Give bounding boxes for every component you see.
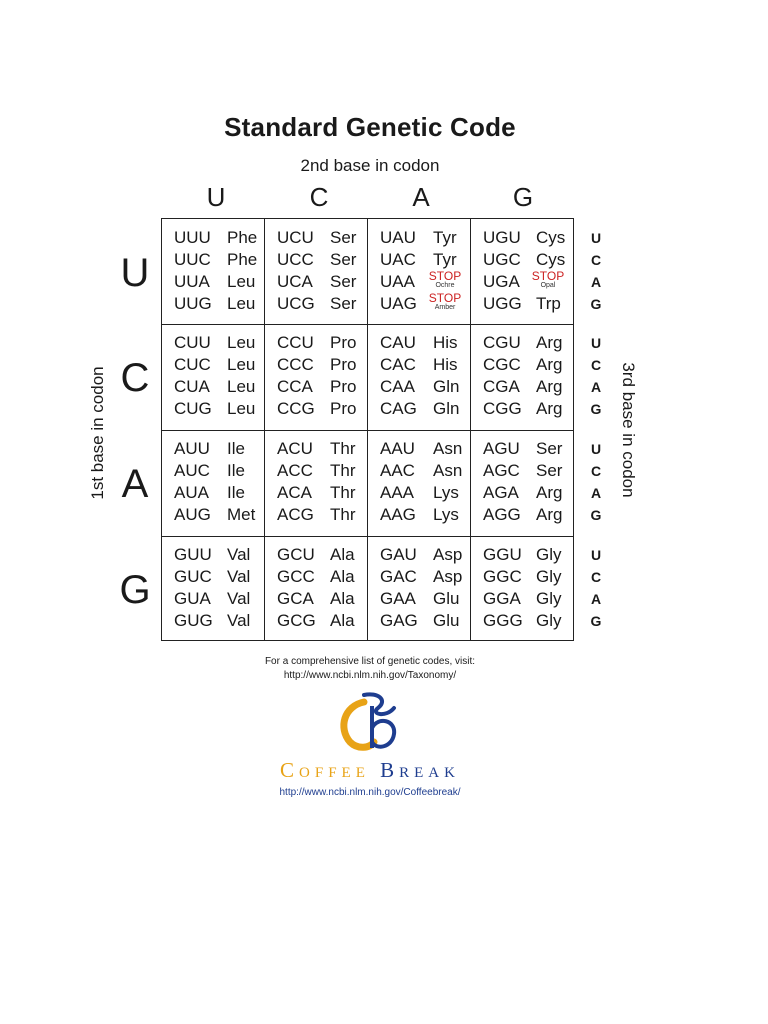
amino-acid: Ile [227,483,245,502]
codon: GGC [483,567,522,586]
codon-row [277,271,377,293]
coffee-break-logo-icon [334,692,410,754]
amino-acid: Met [227,505,256,524]
codon-cell [174,438,274,526]
codon-row [483,227,583,249]
amino-acid: Pro [330,355,357,374]
codon-row [174,398,274,420]
amino-acid: Phe [227,250,258,269]
codon-row [277,566,377,588]
amino-acid: Tyr [433,250,457,269]
stop-codon-label [528,270,568,290]
amino-acid: Asn [433,461,463,480]
amino-acid: Val [227,611,251,630]
third-base-letter: A [590,379,602,395]
codon-row [380,504,480,526]
amino-acid: Ser [536,439,563,458]
codon-row [380,566,480,588]
codon: CAA [380,377,415,396]
codon: AGA [483,483,519,502]
coffeebreak-url[interactable]: http://www.ncbi.nlm.nih.gov/Coffeebreak/ [279,787,461,798]
codon-cell [483,227,583,315]
codon: GUC [174,567,212,586]
amino-acid: Ser [536,461,563,480]
codon: CGG [483,399,522,418]
codon-row [380,376,480,398]
codon: CCA [277,377,313,396]
codon-cell [174,332,274,420]
codon-row [483,482,583,504]
codon: CCC [277,355,314,374]
codon: UGC [483,250,521,269]
codon-cell [380,544,480,632]
codon-cell [483,438,583,526]
codon: AUU [174,439,210,458]
codon-row [174,376,274,398]
codon: CCG [277,399,315,418]
codon-row [277,482,377,504]
amino-acid: Thr [330,461,356,480]
amino-acid: Thr [330,483,356,502]
codon-cell [277,332,377,420]
codon: AAA [380,483,415,502]
codon: UCG [277,294,315,313]
codon: GCG [277,611,316,630]
codon-row [174,293,274,315]
amino-acid: Phe [227,228,258,247]
codon: AGG [483,505,521,524]
codon: CGU [483,333,521,352]
codon-row [174,354,274,376]
codon-row [174,249,274,271]
third-base-letter: G [590,296,602,312]
amino-acid: Gly [536,567,562,586]
third-base-letter: U [590,230,602,246]
amino-acid: Ala [330,567,355,586]
codon: ACC [277,461,313,480]
amino-acid: Pro [330,377,357,396]
third-base-letter: A [590,274,602,290]
amino-acid: Trp [536,294,561,313]
codon-row [174,544,274,566]
codon-row [483,588,583,610]
third-base-letter: A [590,591,602,607]
codon-row [483,438,583,460]
codon: ACA [277,483,312,502]
codon-row [277,610,377,632]
codon-row [380,293,480,315]
codon-cell [380,438,480,526]
amino-acid: Gln [433,377,460,396]
codon: GAC [380,567,417,586]
codon: CUC [174,355,211,374]
coffee-break-brand [0,758,740,783]
codon: GCC [277,567,315,586]
codon: GGA [483,589,521,608]
codon-cell [380,227,480,315]
codon: CAG [380,399,417,418]
second-base-u: U [206,182,226,212]
first-base-axis-label: 1st base in codon [88,366,107,500]
codon-row [483,332,583,354]
amino-acid: Asp [433,545,463,564]
codon: UGU [483,228,521,247]
second-base-c: C [309,182,329,212]
codon-cell [174,544,274,632]
grid-divider [162,536,573,537]
amino-acid: Leu [227,399,256,418]
codon-cell [277,227,377,315]
third-base-letter: U [590,335,602,351]
stop-word: STOP [428,291,462,305]
third-base-letter: C [590,252,602,268]
stop-word: STOP [428,269,462,283]
codon-row [277,332,377,354]
codon-row [174,271,274,293]
third-base-axis-label: 3rd base in codon [619,362,638,498]
codon: UGA [483,272,520,291]
amino-acid: His [433,355,458,374]
amino-acid: Pro [330,399,357,418]
codon-row [380,610,480,632]
amino-acid: Leu [227,333,256,352]
third-base-letter: G [590,613,602,629]
codon: CUA [174,377,210,396]
codon-row [277,398,377,420]
codon: GAA [380,589,416,608]
codon: GGG [483,611,523,630]
codon: UAU [380,228,416,247]
third-base-letter: U [590,547,602,563]
codon: UUU [174,228,211,247]
codon-row [174,460,274,482]
codon: AUC [174,461,210,480]
third-base-letter: C [590,357,602,373]
amino-acid: Ile [227,461,245,480]
codon-row [174,610,274,632]
codon-row [174,504,274,526]
codon-row [277,588,377,610]
codon-row [483,354,583,376]
codon: UUC [174,250,211,269]
codon: UAC [380,250,416,269]
codon: CGC [483,355,521,374]
codon: GGU [483,545,522,564]
amino-acid: Arg [536,377,563,396]
second-base-g: G [512,182,534,212]
codon-row [277,249,377,271]
codon-row [277,354,377,376]
codon-cell [380,332,480,420]
codon: ACG [277,505,314,524]
amino-acid: Arg [536,483,563,502]
codon-row [380,588,480,610]
amino-acid: Tyr [433,228,457,247]
codon-row [380,249,480,271]
amino-acid: Leu [227,272,256,291]
amino-acid: Val [227,545,251,564]
amino-acid: Arg [536,355,563,374]
codon: UAG [380,294,417,313]
codon-row [174,588,274,610]
codon: UCA [277,272,313,291]
codon: CAC [380,355,416,374]
third-base-letter: A [590,485,602,501]
codon-row [483,460,583,482]
amino-acid: Gly [536,589,562,608]
codon-row [277,293,377,315]
codon: GAU [380,545,417,564]
codon-cell [277,544,377,632]
amino-acid: Gly [536,611,562,630]
stop-codon-label [425,270,465,290]
codon: CUG [174,399,212,418]
codon: UCU [277,228,314,247]
codon-row [380,227,480,249]
codon-row [483,293,583,315]
codon-row [174,332,274,354]
codon-row [483,376,583,398]
amino-acid: Leu [227,294,256,313]
amino-acid: Cys [536,228,566,247]
codon-row [174,482,274,504]
amino-acid: Leu [227,377,256,396]
amino-acid: Asn [433,439,463,458]
amino-acid: Pro [330,333,357,352]
codon-cell [483,332,583,420]
codon: UAA [380,272,415,291]
codon: UUA [174,272,210,291]
second-base-axis-label: 2nd base in codon [300,156,440,175]
codon: UCC [277,250,314,269]
codon-row [380,482,480,504]
third-base-letter: C [590,569,602,585]
amino-acid: Gly [536,545,562,564]
codon-cell [277,438,377,526]
codon-row [483,398,583,420]
codon: GCU [277,545,315,564]
codon-row [277,227,377,249]
codon-row [174,438,274,460]
codon: GUA [174,589,211,608]
stop-codon-name: Ochre [435,282,455,289]
codon-row [380,544,480,566]
amino-acid: Arg [536,333,563,352]
amino-acid: Glu [433,611,460,630]
amino-acid: Arg [536,399,563,418]
codon: CUU [174,333,211,352]
codon-row [483,544,583,566]
amino-acid: Cys [536,250,566,269]
codon-row [277,438,377,460]
codon-cell [174,227,274,315]
taxonomy-url: http://www.ncbi.nlm.nih.gov/Taxonomy/ [283,670,457,681]
first-base-c: C [120,356,150,400]
codon: AGC [483,461,520,480]
second-base-a: A [412,182,430,212]
brand-word-coffee: Coffee [280,758,370,782]
amino-acid: Ser [330,250,357,269]
codon-row [380,398,480,420]
codon: AUG [174,505,211,524]
brand-word-break: Break [380,758,460,782]
stop-codon-label [425,292,465,312]
first-base-u: U [120,251,150,295]
codon: GAG [380,611,418,630]
codon: AUA [174,483,209,502]
codon-row [483,271,583,293]
codon-row [277,376,377,398]
codon: CCU [277,333,314,352]
amino-acid: Val [227,567,251,586]
grid-divider [162,324,573,325]
first-base-a: A [121,462,149,506]
amino-acid: Ser [330,294,357,313]
codon: AAG [380,505,416,524]
amino-acid: His [433,333,458,352]
codon: AAC [380,461,415,480]
amino-acid: Ser [330,228,357,247]
codon: ACU [277,439,313,458]
first-base-g: G [119,568,151,612]
amino-acid: Arg [536,505,563,524]
grid-divider [162,430,573,431]
third-base-letter: C [590,463,602,479]
codon: GUG [174,611,213,630]
amino-acid: Ala [330,545,355,564]
amino-acid: Gln [433,399,460,418]
codon: UGG [483,294,522,313]
codon-row [380,460,480,482]
codon-cell [483,544,583,632]
codon-row [277,504,377,526]
stop-codon-name: Amber [434,304,456,311]
third-base-letter: G [590,401,602,417]
codon-row [483,610,583,632]
codon: UUG [174,294,212,313]
codon-row [174,566,274,588]
amino-acid: Thr [330,505,356,524]
codon: GCA [277,589,314,608]
codon: AGU [483,439,520,458]
amino-acid: Ile [227,439,245,458]
amino-acid: Lys [433,505,459,524]
codon-row [380,271,480,293]
amino-acid: Ser [330,272,357,291]
third-base-letter: U [590,441,602,457]
codon: CGA [483,377,520,396]
codon-row [483,249,583,271]
codon-row [380,354,480,376]
amino-acid: Ala [330,589,355,608]
amino-acid: Leu [227,355,256,374]
codon: CAU [380,333,416,352]
codon-row [277,544,377,566]
page-title: Standard Genetic Code [224,112,516,142]
codon-row [380,332,480,354]
amino-acid: Ala [330,611,355,630]
amino-acid: Lys [433,483,459,502]
amino-acid: Glu [433,589,460,608]
footer-note: For a comprehensive list of genetic codes, visit: [264,656,476,667]
amino-acid: Asp [433,567,463,586]
codon-row [483,504,583,526]
codon: GUU [174,545,212,564]
stop-codon-name: Opal [540,282,556,289]
stop-word: STOP [531,269,565,283]
amino-acid: Val [227,589,251,608]
codon-row [174,227,274,249]
amino-acid: Thr [330,439,356,458]
codon-row [380,438,480,460]
codon: AAU [380,439,415,458]
codon-row [277,460,377,482]
third-base-letter: G [590,507,602,523]
codon-row [483,566,583,588]
